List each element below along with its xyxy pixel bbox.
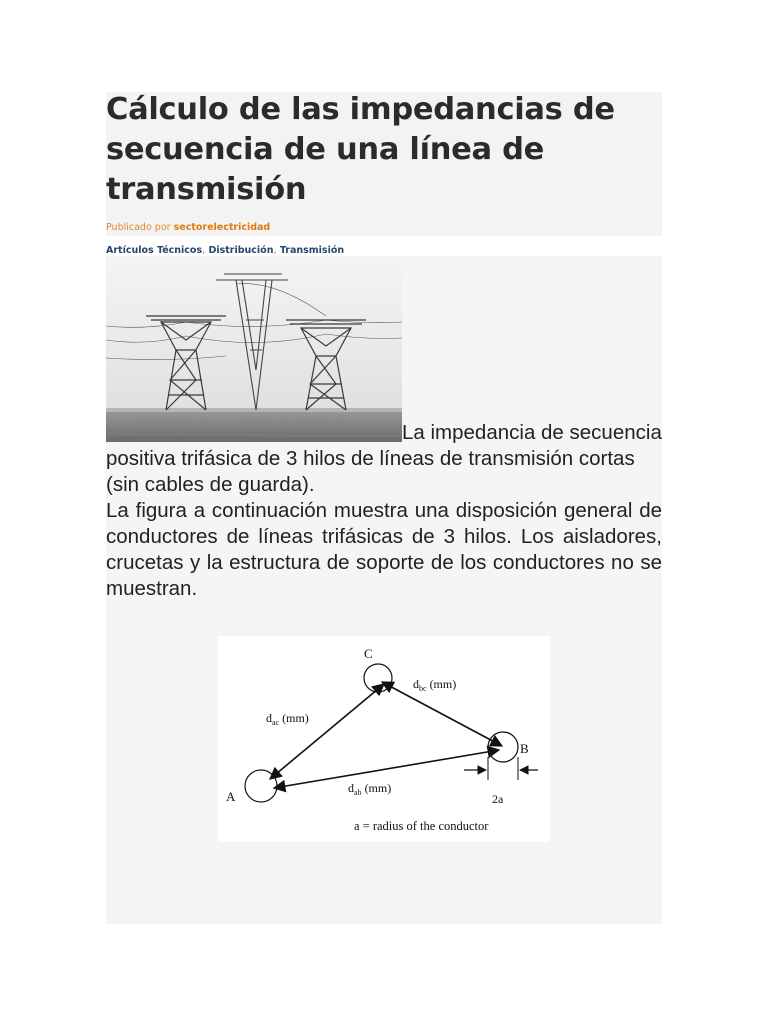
byline <box>106 222 270 233</box>
node-label-b: B <box>520 741 529 756</box>
category-link[interactable]: Artículos Técnicos <box>106 245 203 256</box>
conductor-c-circle <box>364 664 392 692</box>
author-link[interactable]: sectorelectricidad <box>173 222 271 233</box>
distance-unit: (mm) <box>361 781 392 795</box>
paragraph: La impedancia de secuencia positiva trifásica de 3 hilos de líneas de transmisión cortas (sin cables de guarda). <box>106 421 662 496</box>
node-label-c: C <box>364 646 373 661</box>
distance-symbol: d <box>266 711 272 725</box>
distance-line-ac <box>270 684 384 779</box>
distance-unit: (mm) <box>426 677 457 691</box>
page-title: Cálculo de las impedancias de secuencia de una línea de transmisión <box>106 92 615 207</box>
conductor-b-circle <box>488 732 518 762</box>
category-separator: , <box>273 245 277 256</box>
article-body <box>106 420 662 602</box>
distance-label-ac <box>266 711 309 727</box>
byline-prefix: Publicado por <box>106 222 171 233</box>
distance-subscript: ac <box>272 718 280 727</box>
diameter-label: 2a <box>492 792 504 806</box>
distance-unit: (mm) <box>279 711 309 725</box>
conductor-a-circle <box>245 770 277 802</box>
diagram-caption: a = radius of the conductor <box>354 819 489 833</box>
category-separator: , <box>202 245 206 256</box>
category-list <box>106 245 344 256</box>
node-label-a: A <box>226 789 236 804</box>
category-link[interactable]: Transmisión <box>279 245 345 256</box>
distance-symbol: d <box>348 781 354 795</box>
distance-label-bc <box>413 677 456 693</box>
distance-label-ab <box>348 781 391 797</box>
distance-symbol: d <box>413 677 419 691</box>
conductor-arrangement-diagram <box>218 636 550 842</box>
transmission-towers-photo <box>106 260 402 442</box>
distance-line-bc <box>382 682 502 746</box>
category-link[interactable]: Distribución <box>208 245 274 256</box>
distance-subscript: ab <box>354 788 362 797</box>
paragraph: La figura a continuación muestra una disposición general de conductores de líneas trifásicas de 3 hilos. Los aisladores, crucetas y la estructura de soporte de los conductores no se muestran. <box>106 499 662 600</box>
distance-subscript: bc <box>419 684 427 693</box>
